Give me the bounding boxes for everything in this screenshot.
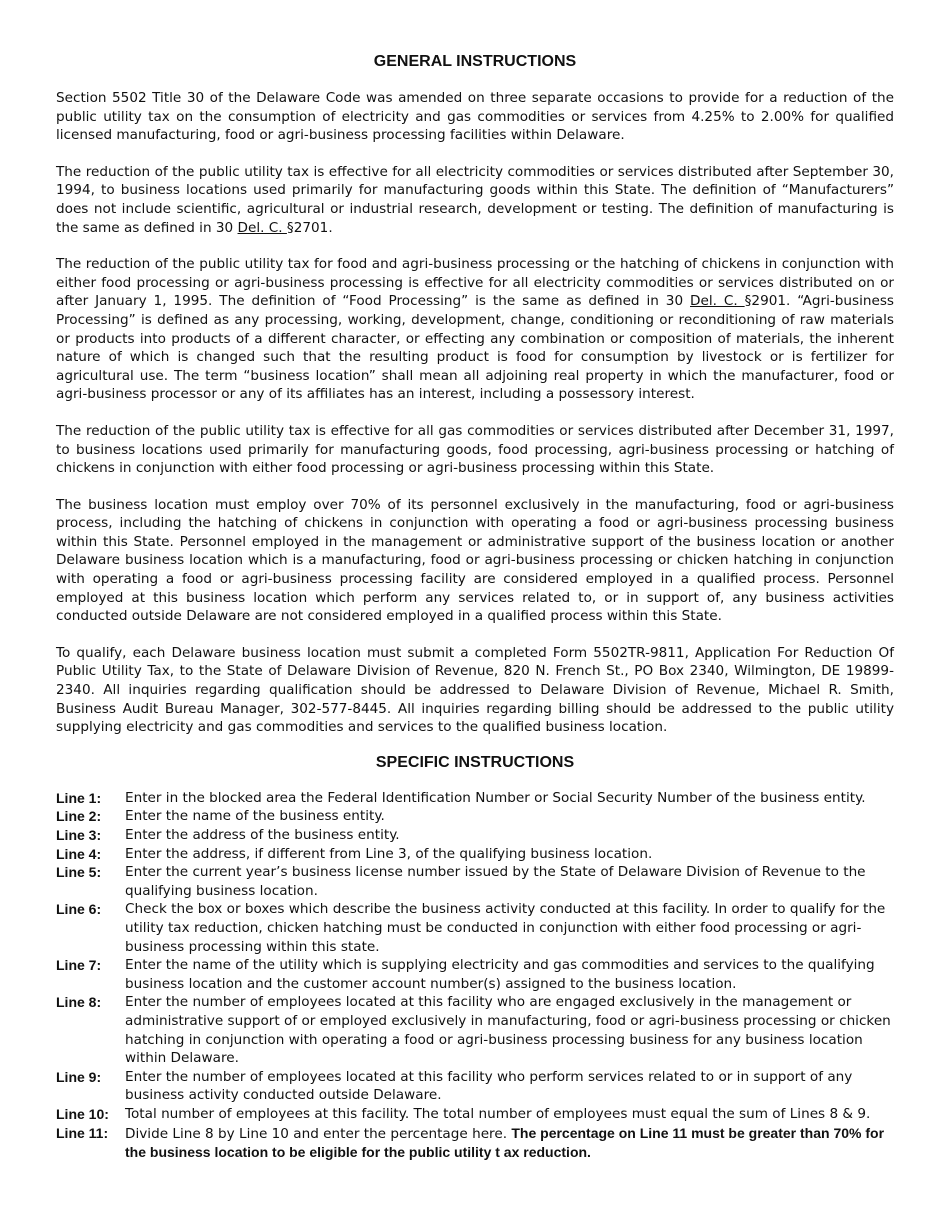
line-item-11 xyxy=(56,1124,894,1163)
line-text: Enter in the blocked area the Federal Identification Number or Social Security Number of the business entity. xyxy=(125,789,866,806)
line-11-text: Divide Line 8 by Line 10 and enter the percentage here. xyxy=(125,1125,512,1142)
line-item xyxy=(56,863,894,900)
del-code-citation: Del. C. xyxy=(690,293,745,310)
general-instructions-title: GENERAL INSTRUCTIONS xyxy=(373,53,577,70)
line-text: Enter the address of the business entity. xyxy=(125,827,400,843)
p3-text-b: §2901. “Agri-business Processing” is defined as any processing, working, development, change, conditioning or reconditioning of raw materials or products into products of a different character, or effecting any combination or composition of materials, the inherent nature of which is changed such that the resulting product is food for consumption by livestock or is fertilizer for agricultural use. The term “business location” shall mean all adjoining real property in which the manufacturer, food or agri-business processor or any of its affiliates has an interest, including a possessory interest. xyxy=(56,293,894,403)
paragraph-manufacturing xyxy=(56,163,894,237)
line-11-eligibility-note: The percentage on Line 11 must be greater than 70% for the business location to be eligible for the public utility t ax reduction. xyxy=(125,1124,885,1161)
line-label: Line 6: xyxy=(56,901,102,918)
instructions-page xyxy=(56,52,894,1163)
line-text xyxy=(125,1124,894,1163)
line-text: Enter the current year’s business license number issued by the State of Delaware Division of Revenue to the qualifying business location. xyxy=(125,864,866,899)
line-text: Check the box or boxes which describe the business activity conducted at this facility. In order to qualify for the utility tax reduction, chicken hatching must be conducted in conjunction with either food processing or agri-business processing within this state. xyxy=(125,901,886,955)
line-text: Enter the number of employees located at this facility who perform services related to or in support of any business activity conducted outside Delaware. xyxy=(125,1068,853,1104)
line-item xyxy=(56,789,894,808)
paragraph-section-5502: Section 5502 Title 30 of the Delaware Code was amended on three separate occasions to provide for a reduction of the public utility tax on the consumption of electricity and gas commodities or services from 4.25% to 2.00% for qualified licensed manufacturing, food or agri-business processing facilities within Delaware. xyxy=(56,90,894,144)
line-instructions-list xyxy=(56,789,894,1163)
line-item xyxy=(56,826,894,845)
line-label: Line 5: xyxy=(56,864,102,881)
line-text: Total number of employees at this facility. The total number of employees must equal the sum of Lines 8 & 9. xyxy=(125,1105,871,1122)
line-item xyxy=(56,993,894,1067)
line-label: Line 1: xyxy=(56,789,102,806)
paragraph-personnel-requirement: The business location must employ over 70% of its personnel exclusively in the manufacturing, food or agri-business process, including the hatching of chickens in conjunction with operating a food or agri-business processing business within this State. Personnel employed in the management or administrative support of the business location or another Delaware business location which is a manufacturing, food or agri-business processing or chicken hatching in conjunction with operating a food or agri-business processing facility are considered employed in a qualified process. Personnel employed at this business location which perform any services related to, or in support of, any business activities conducted outside Delaware are not considered employed in a qualified process within this State. xyxy=(56,496,894,625)
line-label: Line 7: xyxy=(56,957,102,974)
line-item xyxy=(56,845,894,864)
line-item xyxy=(56,1068,894,1105)
paragraph-gas-commodities: The reduction of the public utility tax is effective for all gas commodities or services distributed after December 31, 1997, to business locations used primarily for manufacturing goods, food processing, agri-business processing or hatching of chickens in conjunction with either food processing or agri-business processing within this State. xyxy=(56,422,894,477)
specific-instructions-title: SPECIFIC INSTRUCTIONS xyxy=(375,753,575,771)
line-text: Enter the name of the business entity. xyxy=(125,808,385,825)
paragraph-how-to-qualify: To qualify, each Delaware business location must submit a completed Form 5502TR-9811, Application For Reduction Of Public Utility Tax, to the State of Delaware Division of Revenue, 820 N. French St., PO Box 2340, Wilmington, DE 19899-2340. All inquiries regarding qualification should be addressed to Delaware Division of Revenue, Michael R. Smith, Business Audit Bureau Manager, 302-577-8445. All inquiries regarding billing should be addressed to the public utility supplying electricity and gas commodities and services to the qualified business location. xyxy=(56,644,894,736)
line-label: Line 9: xyxy=(56,1068,102,1085)
p3-text-a: The reduction of the public utility tax for food and agri-business processing or the hatching of chickens in conjunction with either food processing or agri-business processing is effective for all electricity commodities or services distributed on or after January 1, 1995. The definition of “Food Processing” is the same as defined in 30 xyxy=(56,256,894,310)
line-label: Line 2: xyxy=(56,808,102,825)
line-item xyxy=(56,807,894,826)
paragraph-food-processing xyxy=(56,255,894,404)
p2-text-a: The reduction of the public utility tax is effective for all electricity commodities or services distributed after September 30, 1994, to business locations used primarily for manufacturing goods within this State. The definition of “Manufacturers” does not include scientific, agricultural or industrial research, development or testing. The definition of manufacturing is the same as defined in 30 xyxy=(56,163,894,236)
line-item xyxy=(56,900,894,956)
line-label: Line 10: xyxy=(56,1105,109,1122)
line-text: Enter the name of the utility which is supplying electricity and gas commodities and services to the qualifying business location and the customer account number(s) assigned to the business location. xyxy=(125,957,875,992)
line-label: Line 11: xyxy=(56,1124,109,1141)
line-item xyxy=(56,956,894,993)
line-label: Line 3: xyxy=(56,827,102,843)
line-text: Enter the address, if different from Line 3, of the qualifying business location. xyxy=(125,845,653,862)
line-label: Line 4: xyxy=(56,845,102,862)
p2-text-b: §2701. xyxy=(286,219,333,236)
line-text: Enter the number of employees located at this facility who are engaged exclusively in the management or administrative support of or employed exclusively in manufacturing, food or agri-business processing or chicken hatching in conjunction with operating a food or agri-business processing business for any business location within Delaware. xyxy=(125,994,891,1067)
del-code-citation: Del. C. xyxy=(237,219,287,236)
line-item xyxy=(56,1105,894,1124)
line-label: Line 8: xyxy=(56,994,102,1011)
